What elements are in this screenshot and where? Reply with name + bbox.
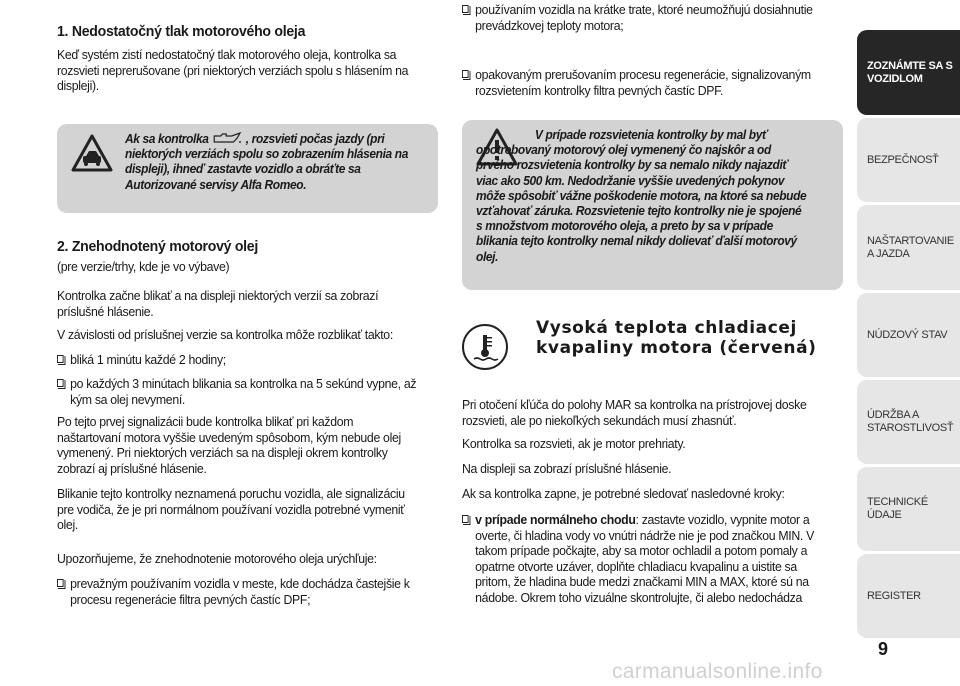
warning-triangle-icon	[71, 134, 113, 172]
warning-box-oil-change	[462, 120, 843, 290]
checkbox-bullet-icon	[57, 379, 64, 387]
checkbox-bullet-icon	[57, 579, 64, 587]
tab-technical-data[interactable]: TECHNICKÉ ÚDAJE	[857, 467, 960, 551]
tab-getting-to-know[interactable]: ZOZNÁMTE SA S VOZIDLOM	[857, 30, 960, 115]
oil-can-icon	[212, 132, 243, 144]
list-item: prevažným používaním vozidla v meste, kde dochádza častejšie k procesu regenerácie filtra pevných častíc DPF;	[57, 576, 418, 607]
paragraph: Ak sa kontrolka zapne, je potrebné sledovať nasledovné kroky:	[462, 486, 785, 501]
section-title-degraded-oil: 2. Znehodnotený motorový olej	[57, 238, 258, 255]
paragraph: Blikanie tejto kontrolky neznamená poruchu vozidla, ale signalizáciu pre vodiča, že je pri normálnom používaní vozidla potrebné vymeniť olej.	[57, 486, 405, 533]
checkbox-bullet-icon	[57, 355, 64, 363]
list-item: opakovaným prerušovaním procesu regenerácie, signalizovaným rozsvietením kontrolky filtra pevných častíc DPF.	[462, 67, 823, 98]
tab-index[interactable]: REGISTER	[857, 554, 960, 638]
paragraph: Kontrolka začne blikať a na displeji niektorých verzií sa zobrazí príslušné hlásenie.	[57, 288, 379, 319]
checkbox-bullet-icon	[462, 515, 469, 523]
list-item: používaním vozidla na krátke trate, ktoré neumožňujú dosiahnutie prevádzkovej teploty motora;	[462, 2, 823, 33]
chapter-tabs	[857, 0, 960, 686]
tab-starting-driving[interactable]: NAŠTARTOVANIE A JAZDA	[857, 205, 960, 290]
section-title-coolant: Vysoká teplota chladiacej kvapaliny motora (červená)	[536, 318, 817, 358]
paragraph: V závislosti od príslušnej verzie sa kontrolka môže rozblikať takto:	[57, 327, 393, 342]
checkbox-bullet-icon	[462, 5, 469, 13]
paragraph: Kontrolka sa rozsvieti, ak je motor prehriaty.	[462, 436, 686, 451]
list-item: v prípade normálneho chodu: zastavte vozidlo, vypnite motor a overte, či hladina vody vo vnútri nádrže nie je pod značkou MIN. V takom prípade počkajte, aby sa motor ochladil a potom pomaly a opatrne otvorte uzáver, doplňte chladiacu kvapalinu a uistite sa pritom, že hladina bude medzi značkami MIN a MAX, ktoré sú na nádobe. Okrem toho vizuálne skontrolujte, či alebo nedochádza	[462, 512, 825, 606]
paragraph: Keď systém zistí nedostatočný tlak motorového oleja, kontrolka sa rozsvieti neprerušovane (pri niektorých verziách spolu s hlásením na displeji).	[57, 47, 409, 94]
checkbox-bullet-icon	[462, 70, 469, 78]
warning-box-oil-pressure	[57, 124, 438, 213]
warning-text-1: Ak sa kontrolka , rozsvieti počas jazdy (pri niektorých verziách spolu so zobrazením hlásenia na displeji), ihneď zastavte vozidlo a obráťte sa Autorizované servisy Alfa Romeo.	[125, 131, 408, 192]
coolant-temperature-icon	[462, 324, 508, 370]
section-title-oil-pressure: 1. Nedostatočný tlak motorového oleja	[57, 23, 306, 40]
paragraph: Pri otočení kľúča do polohy MAR sa kontrolka na prístrojovej doske rozsvieti, ale po niekoľkých sekundách musí zhasnúť.	[462, 397, 807, 428]
list-item: bliká 1 minútu každé 2 hodiny;	[57, 352, 418, 368]
page-number: 9	[878, 639, 889, 659]
watermark: carmanualsonline.info	[612, 660, 823, 683]
tab-emergency[interactable]: NÚDZOVÝ STAV	[857, 293, 960, 377]
list-item: po každých 3 minútach blikania sa kontrolka na 5 sekúnd vypne, až kým sa olej nevymení.	[57, 376, 418, 407]
paragraph: Na displeji sa zobrazí príslušné hlásenie.	[462, 461, 672, 476]
tab-safety[interactable]: BEZPEČNOSŤ	[857, 118, 960, 202]
warning-text-2: V prípade rozsvietenia kontrolky by mal byť opotrebovaný motorový olej vymenený čo najskôr a od prvého rozsvietenia kontrolky by sa nemalo nikdy najazdiť viac ako 500 km. Nedodržanie vyššie uvedených pokynov môže spôsobiť vážne poškodenie motora, na ktoré sa nebude vzťahovať záruka. Rozsvietenie tejto kontrolky nie je spojené s množstvom motorového oleja, a preto by sa v prípade blikania tejto kontrolky nemal nikdy dolievať ďalší motorový olej.	[476, 127, 807, 264]
paragraph: Po tejto prvej signalizácii bude kontrolka blikať pri každom naštartovaní motora vyššie uvedeným spôsobom, kým nebude olej vymenený. Pri niektorých verziách sa na displeji okrem kontrolky zobrazí aj príslušné hlásenie.	[57, 414, 401, 476]
paragraph: Upozorňujeme, že znehodnotenie motorového oleja urýchľuje:	[57, 551, 377, 566]
tab-maintenance[interactable]: ÚDRŽBA A STAROSTLIVOSŤ	[857, 380, 960, 464]
paragraph: (pre verzie/trhy, kde je vo výbave)	[57, 259, 230, 274]
